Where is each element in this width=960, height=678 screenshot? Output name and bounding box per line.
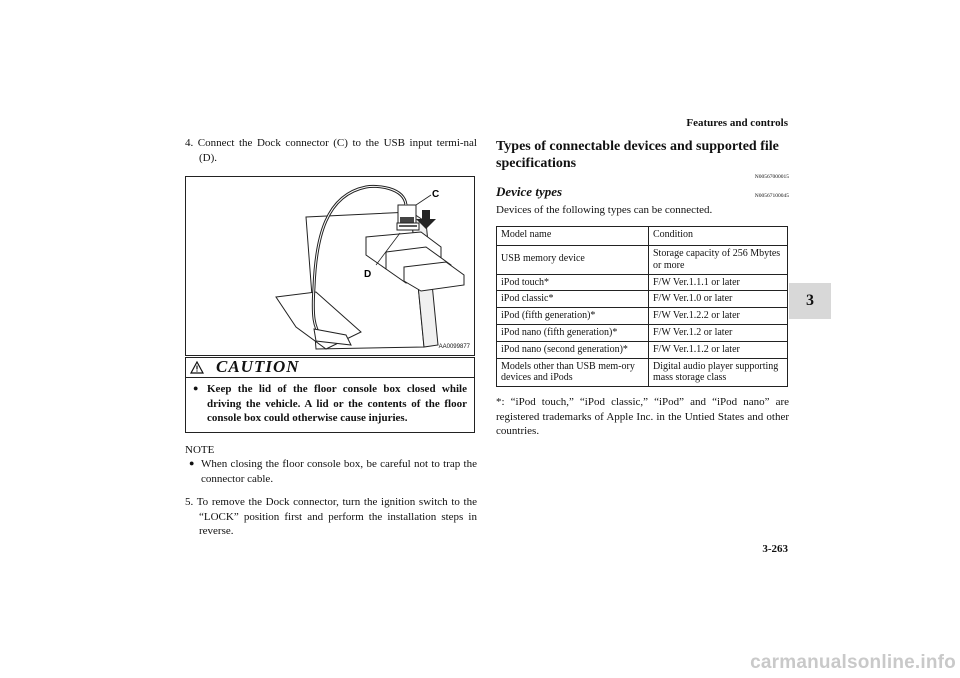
table-cell: iPod classic* xyxy=(497,291,649,308)
device-types-table xyxy=(496,226,788,387)
subsection-heading xyxy=(496,183,789,200)
figure-label-c: C xyxy=(432,189,440,201)
step-4: 4. Connect the Dock connector (C) to the USB input termi-nal (D). xyxy=(185,137,477,164)
table-row xyxy=(497,308,788,325)
table-header-cell: Condition xyxy=(649,227,788,246)
note-item xyxy=(185,457,477,486)
note-text: When closing the floor console box, be careful not to trap the connector cable. xyxy=(201,458,477,485)
caution-title: CAUTION xyxy=(216,357,300,377)
figure-label-d: D xyxy=(364,269,372,281)
table-header-cell: Model name xyxy=(497,227,649,246)
table-row xyxy=(497,341,788,358)
table-row xyxy=(497,325,788,342)
table-row xyxy=(497,274,788,291)
section-heading: Types of connectable devices and supported file specifications xyxy=(496,139,779,172)
page-number: 3-263 xyxy=(762,543,788,555)
table-row xyxy=(497,358,788,387)
table-cell: F/W Ver.1.2 or later xyxy=(649,325,788,342)
subsection-title: Device types xyxy=(496,184,563,200)
table-cell: F/W Ver.1.0 or later xyxy=(649,291,788,308)
footnote: *: “iPod touch,” “iPod classic,” “iPod” and “iPod nano” are registered trademarks of Apple Inc. in the Untied States and other countries. xyxy=(496,396,789,438)
table-cell: iPod nano (fifth generation)* xyxy=(497,325,649,342)
caution-text: Keep the lid of the floor console box closed while driving the vehicle. A lid or the contents of the floor console box could otherwise cause injuries. xyxy=(207,383,467,425)
subsection-code: N00567100045 xyxy=(754,193,789,200)
page-header: Features and controls xyxy=(686,117,788,129)
bullet-icon: ● xyxy=(193,383,199,394)
table-cell: F/W Ver.1.1.2 or later xyxy=(649,341,788,358)
note-label: NOTE xyxy=(185,443,215,456)
table-cell: F/W Ver.1.1.1 or later xyxy=(649,274,788,291)
table-row xyxy=(497,246,788,275)
section-code: N00567000015 xyxy=(754,174,789,181)
table-cell: F/W Ver.1.2.2 or later xyxy=(649,308,788,325)
warning-triangle-icon xyxy=(190,361,204,374)
table-row xyxy=(497,291,788,308)
caution-body xyxy=(186,378,474,432)
caution-box xyxy=(185,357,475,433)
table-cell: Digital audio player supporting mass storage class xyxy=(649,358,788,387)
table-cell: Storage capacity of 256 Mbytes or more xyxy=(649,246,788,275)
left-column xyxy=(185,136,477,539)
table-header-row xyxy=(497,227,788,246)
bullet-icon: ● xyxy=(189,458,195,469)
table-cell: USB memory device xyxy=(497,246,649,275)
table-cell: Models other than USB mem-ory devices and iPods xyxy=(497,358,649,387)
dock-connector-illustration xyxy=(186,177,474,355)
dock-connector-figure xyxy=(185,176,475,356)
chapter-tab: 3 xyxy=(789,283,831,319)
table-cell: iPod (fifth generation)* xyxy=(497,308,649,325)
intro-text: Devices of the following types can be connected. xyxy=(496,203,713,216)
right-column xyxy=(496,138,789,439)
figure-code: AA0099877 xyxy=(438,344,470,351)
caution-header xyxy=(186,358,474,378)
table-cell: iPod touch* xyxy=(497,274,649,291)
watermark-text: carmanualsonline.info xyxy=(750,652,956,673)
step-5: 5. To remove the Dock connector, turn the ignition switch to the “LOCK” position first and perform the installation steps in reverse. xyxy=(185,496,477,538)
table-cell: iPod nano (second generation)* xyxy=(497,341,649,358)
